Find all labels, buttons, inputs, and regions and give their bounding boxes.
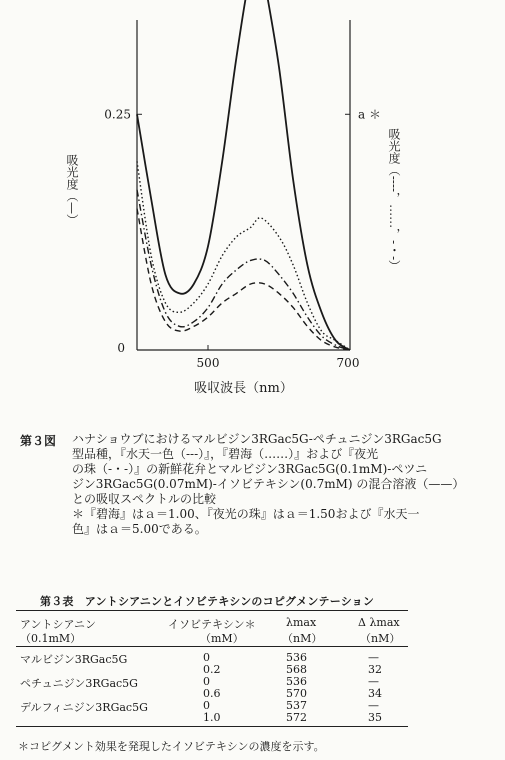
y-axis-label-right: 吸光度（----，……，-・-） (387, 127, 401, 273)
right-tick-label: a ＊ (358, 107, 381, 122)
table-bottom-rule (16, 726, 408, 727)
table-header-rule (16, 646, 408, 647)
cell-delta: 34 (368, 687, 382, 700)
cell-delta: 35 (368, 711, 382, 724)
cell-isovitexin: 0 (203, 651, 210, 664)
cell-isovitexin: 0.2 (203, 663, 221, 676)
series-line-solid (137, 0, 350, 350)
caption-line: ハナショウブにおけるマルビジン3RGac5G-ペチュニジン3RGac5G (72, 432, 442, 446)
series-line-dashed (137, 209, 350, 350)
cell-lambda: 536 (286, 651, 307, 664)
cell-isovitexin: 0 (203, 699, 210, 712)
header-isovitexin: イソビテキシン＊ (168, 618, 256, 631)
cell-delta: — (368, 699, 379, 712)
chart-series-layer (137, 0, 350, 350)
cell-anthocyanin: ペチュニジン3RGac5G (20, 677, 138, 690)
figure-caption (72, 432, 492, 537)
header-delta-unit: （nM） (360, 632, 401, 645)
header-lambda-unit: （nM） (282, 632, 323, 645)
x-axis-label: 吸収波長（nm） (194, 381, 293, 396)
caption-line: の珠（-・-）』の新鮮花弁とマルビジン3RGac5G(0.1mM)-ペツニ (72, 462, 428, 476)
header-delta: Δ λmax (358, 616, 400, 629)
header-isovitexin-unit: （mM） (200, 632, 244, 645)
cell-isovitexin: 0 (203, 675, 210, 688)
cell-delta: — (368, 651, 379, 664)
cell-lambda: 537 (286, 699, 307, 712)
header-lambda: λmax (286, 616, 317, 629)
x-tick-label: 500 (196, 356, 220, 370)
header-anthocyanin: アントシアニン (20, 618, 97, 631)
cell-lambda: 536 (286, 675, 307, 688)
caption-line: ＊『碧海』はａ＝1.00、『夜光の珠』はａ＝1.50および『水天一 (72, 507, 420, 521)
cell-isovitexin: 0.6 (203, 687, 221, 700)
y-axis-label-left: 吸光度（—） (65, 154, 79, 226)
table-note: ＊コピグメント効果を発現したイソビテキシンの濃度を示す。 (18, 740, 325, 753)
y-tick-label: 0 (117, 341, 125, 355)
header-anthocyanin-unit: （0.1mM） (20, 632, 82, 645)
x-tick-label: 700 (336, 356, 360, 370)
cell-lambda: 568 (286, 663, 307, 676)
caption-line: との吸収スペクトルの比較 (72, 492, 217, 506)
caption-line: 型品種，『水天一色（---）』，『碧海（……）』および『夜光 (72, 447, 379, 461)
figure-label: 第３図 (20, 434, 57, 448)
cell-anthocyanin: マルビジン3RGac5G (20, 653, 128, 666)
cell-lambda: 572 (286, 711, 307, 724)
cell-delta: 32 (368, 663, 382, 676)
caption-line: ジン3RGac5G(0.07mM)-イソビテキシン(0.7mM) の混合溶液（——） (72, 477, 465, 491)
cell-isovitexin: 1.0 (203, 711, 221, 724)
y-tick-label: 0.25 (104, 107, 131, 122)
cell-lambda: 570 (286, 687, 307, 700)
series-line-dotted (137, 161, 350, 350)
table-title: 第３表 アントシアニンとイソビテキシンのコピグメンテーション (40, 595, 375, 608)
cell-delta: — (368, 675, 379, 688)
table-top-rule (16, 610, 408, 611)
cell-anthocyanin: デルフィニジン3RGac5G (20, 701, 148, 714)
caption-line: 色』はａ＝5.00である。 (72, 522, 207, 536)
